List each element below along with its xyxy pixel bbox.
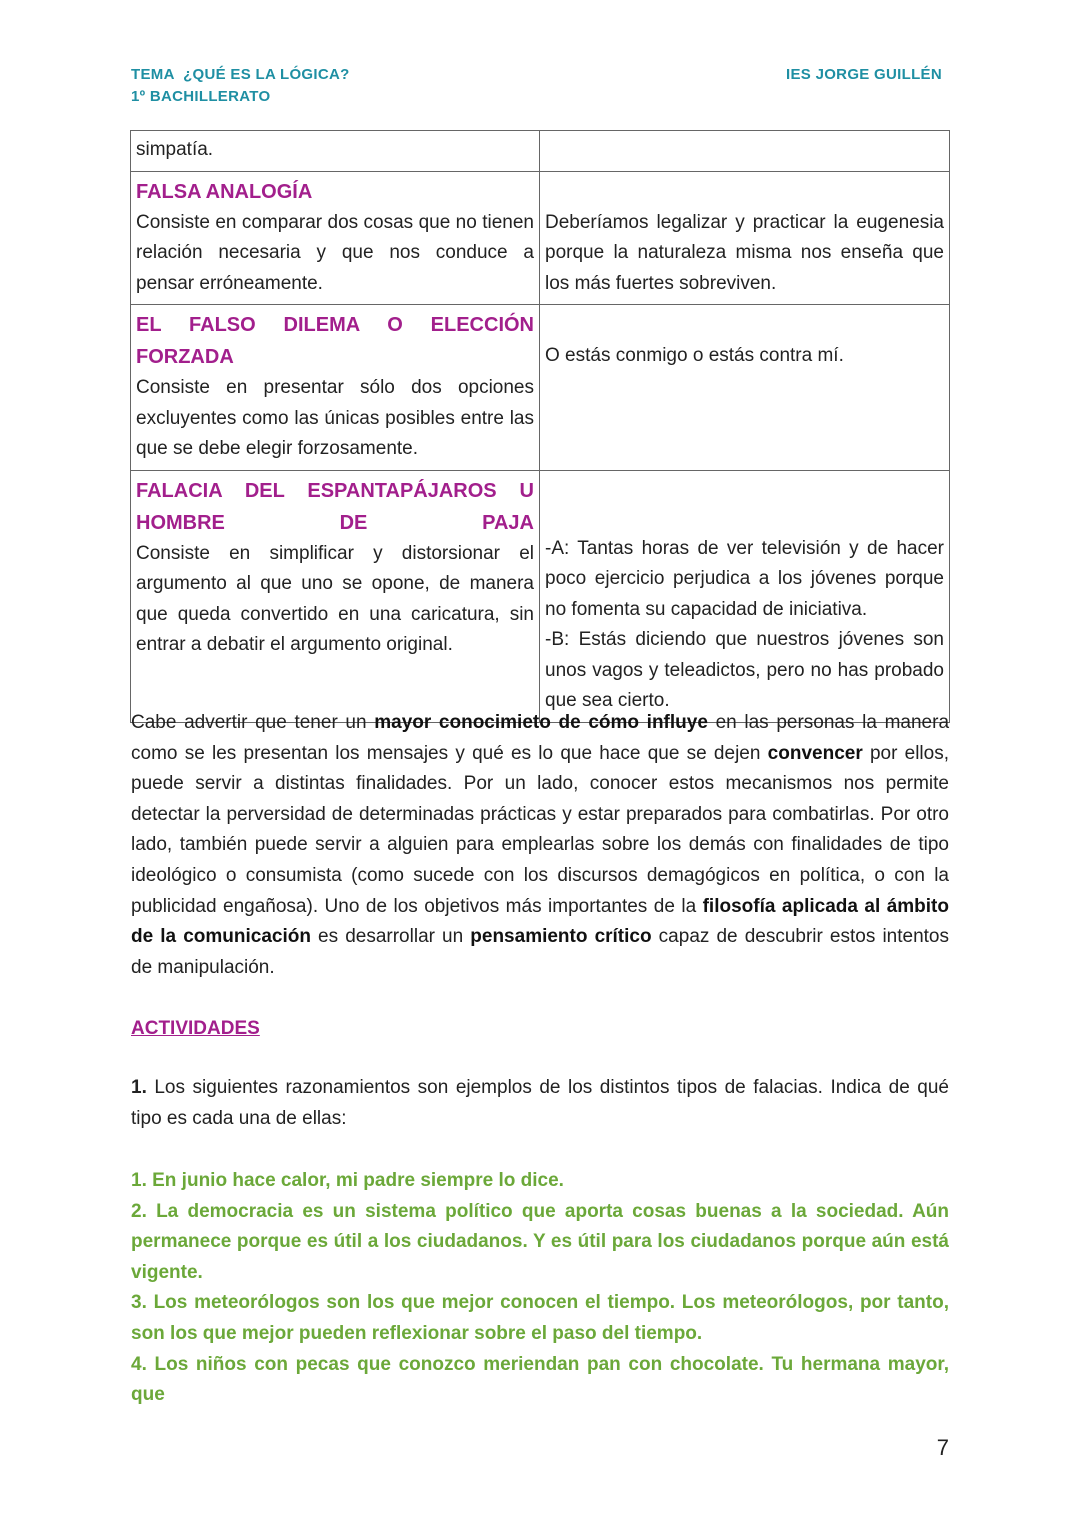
question-number: 1. — [131, 1077, 147, 1098]
table-cell — [540, 470, 950, 722]
fallacy-example: Deberíamos legalizar y practicar la eugenesia porque la naturaleza misma nos enseña que los más fuertes sobreviven. — [545, 211, 944, 294]
paragraph-text: Cabe advertir que tener un — [131, 712, 375, 733]
continuation-text: simpatía. — [136, 139, 214, 160]
header-school: IES JORGE GUILLÉN — [786, 66, 942, 83]
activity-items — [131, 1166, 949, 1411]
paragraph-text: capaz de descubrir estos intentos de manipulación. — [131, 926, 949, 978]
fallacy-example: O estás conmigo o estás contra mí. — [545, 345, 844, 366]
paragraph-text: es desarrollar un — [310, 926, 471, 948]
fallacy-definition: Consiste en presentar sólo dos opciones excluyentes como las únicas posibles entre las que se debe elegir forzosamente. — [136, 377, 534, 459]
paragraph-text: por ellos, puede servir a distintas finalidades. Por un lado, conocer estos mecanismos nos permite detectar la perversidad de determinadas prácticas y estar preparados para combatirlas. Por otro lado, también puede servir a alguien para emplearlas sobre los demás con finalidades de tipo ideológico o consumista (como sucede con los discursos demagógicos en política, o con la publicidad engañosa). Uno de los objetivos más importantes de la — [131, 742, 950, 917]
body-paragraph — [131, 708, 949, 983]
activities-title: ACTIVIDADES — [131, 1018, 260, 1039]
paragraph-text: en las personas la manera como se les presentan los mensajes y qué es lo que hace que se dejen — [131, 712, 950, 764]
paragraph-bold: convencer — [767, 742, 863, 764]
list-item: 4. Los niños con pecas que conozco meriendan pan con chocolate. Tu hermana mayor, que — [131, 1353, 949, 1406]
fallacy-example-a: -A: Tantas horas de ver televisión y de hacer poco ejercicio perjudica a los jóvenes porque no fomenta su capacidad de iniciativa. — [545, 537, 944, 620]
table-cell — [540, 305, 950, 471]
fallacy-term: EL FALSO DILEMA O ELECCIÓN FORZADA — [136, 314, 534, 368]
fallacy-definition: Consiste en comparar dos cosas que no tienen relación necesaria y que nos conduce a pensar erróneamente. — [136, 211, 534, 294]
fallacy-term: FALSA ANALOGÍA — [136, 180, 313, 203]
header-course: 1º BACHILLERATO — [131, 88, 271, 105]
paragraph-bold: pensamiento crítico — [470, 926, 652, 948]
list-item: 1. En junio hace calor, mi padre siempre lo dice. — [131, 1170, 564, 1191]
activity-question — [131, 1073, 949, 1134]
table-cell — [540, 171, 950, 305]
table-row — [131, 470, 950, 722]
question-text: Los siguientes razonamientos son ejemplos de los distintos tipos de falacias. Indica de qué tipo es cada una de ellas: — [131, 1077, 949, 1129]
fallacy-definition: Consiste en simplificar y distorsionar el argumento al que uno se opone, de manera que queda convertido en una caricatura, sin entrar a debatir el argumento original. — [136, 542, 534, 655]
header-topic: TEMA ¿QUÉ ES LA LÓGICA? — [131, 66, 350, 83]
table-row — [131, 171, 950, 305]
table-row — [131, 131, 950, 172]
table-cell — [131, 171, 540, 305]
fallacy-term: FALACIA DEL ESPANTAPÁJAROS U HOMBRE DE PAJA — [136, 479, 534, 534]
list-item: 2. La democracia es un sistema político que aporta cosas buenas a la sociedad. Aún permanece porque es útil a los ciudadanos. Y es útil para los ciudadanos porque aún está vigente. — [131, 1200, 949, 1283]
table-cell — [131, 131, 540, 172]
table-cell — [131, 470, 540, 722]
table-row — [131, 305, 950, 471]
fallacy-example-b: -B: Estás diciendo que nuestros jóvenes son unos vagos y teleadictos, pero no has probado que sea cierto. — [545, 629, 944, 711]
fallacies-table — [130, 130, 950, 723]
page-header-left — [131, 64, 350, 108]
table-cell — [540, 131, 950, 172]
list-item: 3. Los meteorólogos son los que mejor conocen el tiempo. Los meteorólogos, por tanto, son los que mejor pueden reflexionar sobre el paso del tiempo. — [131, 1292, 949, 1344]
paragraph-bold: filosofía aplicada al ámbito de la comunicación — [131, 895, 949, 948]
table-cell — [131, 305, 540, 471]
page-number: 7 — [936, 1435, 949, 1460]
paragraph-bold: mayor conocimieto de cómo influye — [374, 712, 708, 733]
